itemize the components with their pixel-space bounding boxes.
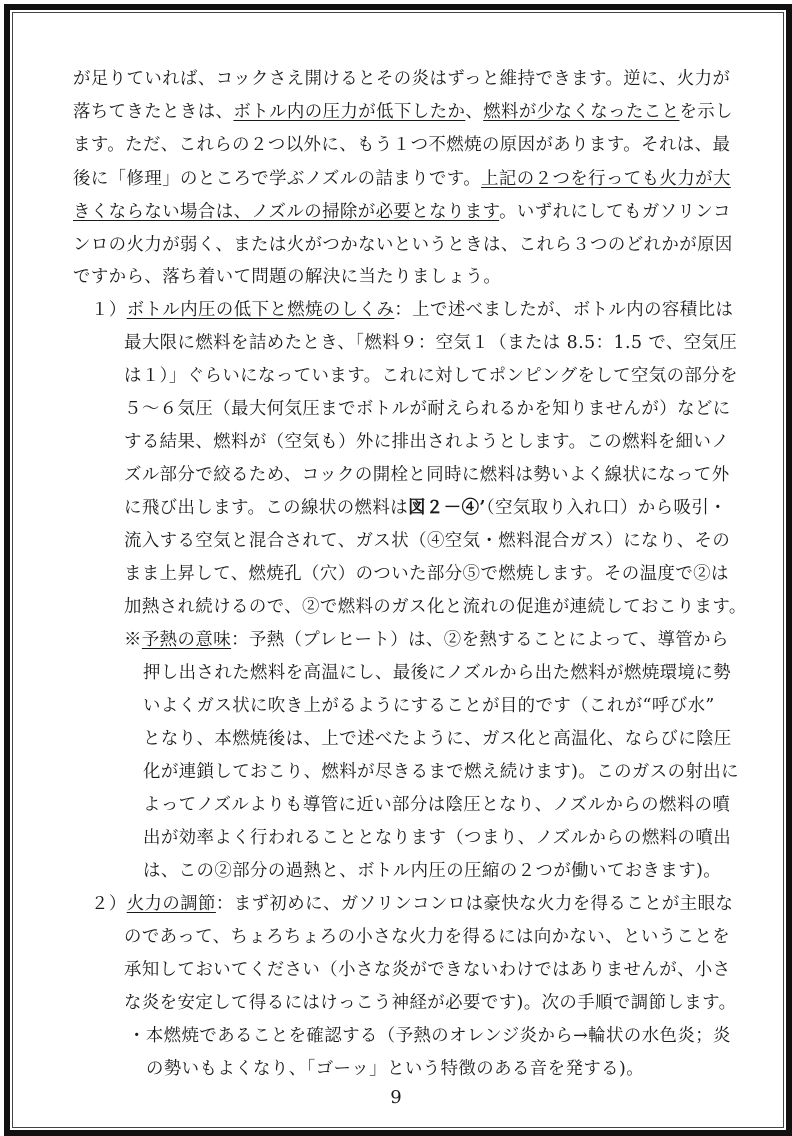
text-segment: 流入する空気と混合されて、ガス状（④空気・燃料混合ガス）になり、その (124, 531, 731, 551)
text-segment: ２） (91, 894, 127, 914)
text-segment: は１）」ぐらいになっています。これに対してポンピングをして空気の部分を (124, 366, 738, 386)
text-line-l23 (143, 795, 730, 815)
text-line-l01 (73, 69, 730, 89)
text-segment: となり、本燃焼後は、上で述べたように、ガス化と高温化、ならびに陰圧 (143, 729, 732, 749)
text-segment: ですから、落ち着いて問題の解決に当たりましょう。 (73, 267, 502, 287)
text-segment: な炎を安定して得るにはけっこう神経が必要です)。次の手順で調節します。 (124, 993, 737, 1013)
text-segment: ：予熱（プレヒート）は、②を熱することによって、導管から (231, 630, 729, 650)
text-line-l02 (73, 102, 733, 122)
text-line-l26 (91, 894, 733, 914)
text-line-l14 (124, 498, 727, 518)
text-segment: する結果、燃料が（空気も）外に排出されようとします。この燃料を細いノ (124, 432, 730, 452)
text-segment: 最大限に燃料を詰めたとき、「燃料９：空気１（または 8.5：1.5 で、空気圧 (124, 333, 738, 353)
underlined-text: 上記の２つを行っても火力が大 (481, 169, 731, 189)
text-line-l20 (143, 696, 715, 716)
text-line-l10 (124, 366, 738, 386)
text-segment: 化が連鎖しておこり、燃料が尽きるまで燃え続けます)。このガスの射出に (143, 762, 739, 782)
text-line-l09 (124, 333, 737, 353)
underlined-text: 火力の調節 (126, 894, 216, 914)
text-segment: が足りていれば、コックさえ開けるとその炎はずっと維持できます。逆に、火力が (73, 69, 731, 89)
text-segment: ５～６気圧（最大何気圧までボトルが耐えられるかを知りませんが）などに (124, 399, 731, 419)
underlined-text: 予熱の意味 (141, 630, 232, 650)
underlined-text: ボトル内の圧力が低下したか (233, 102, 466, 122)
text-segment: 押し出された燃料を高温にし、最後にノズルから出た燃料が燃焼環境に勢 (143, 663, 732, 683)
text-line-l28 (124, 960, 731, 980)
text-segment: 承知しておいてください（小さな炎ができないわけではありませんが、小さ (124, 960, 731, 980)
text-line-l27 (124, 927, 730, 947)
underlined-text: ボトル内圧の低下と燃焼のしくみ (126, 300, 395, 320)
text-segment: を示し (679, 102, 733, 122)
text-line-l05 (73, 202, 731, 222)
text-line-l31 (146, 1059, 644, 1079)
text-line-l18 (124, 630, 729, 650)
text-segment: よってノズルよりも導管に近い部分は陰圧となり、ノズルからの燃料の噴 (143, 795, 731, 815)
text-line-l30 (128, 1026, 731, 1046)
text-line-l21 (143, 729, 732, 749)
text-line-l07 (73, 267, 501, 287)
text-segment: 出が効率よく行われることとなります（つまり、ノズルからの燃料の噴出 (143, 828, 732, 848)
text-line-l13 (124, 465, 730, 485)
text-line-l25 (143, 861, 721, 881)
text-segment: 後に「修理」のところで学ぶノズルの詰まりです。 (73, 169, 482, 189)
text-segment: ※ (124, 630, 142, 650)
text-segment: 加熱され続けるので、②で燃料のガス化と流れの促進が連続しておこります。 (124, 597, 747, 617)
text-segment: 、 (465, 102, 484, 122)
text-segment: に飛び出します。この線状の燃料は (124, 498, 409, 518)
text-line-l08 (91, 300, 733, 320)
text-segment: １） (91, 300, 127, 320)
page-number: 9 (390, 1087, 402, 1108)
text-segment: ：まず初めに、ガソリンコンロは豪快な火力を得ることが主眼な (215, 894, 734, 914)
text-segment: 。いずれにしてもガソリンコ (499, 202, 732, 222)
text-segment: ます。ただ、これらの２つ以外に、もう１つ不燃焼の原因があります。それは、最 (73, 135, 731, 155)
text-line-l11 (124, 399, 731, 419)
underlined-text: 燃料が少なくなったこと (483, 102, 680, 122)
text-line-l15 (124, 531, 730, 551)
bold-reference: 図２－④’ (408, 498, 486, 518)
text-segment: （空気取り入れ口）から吸引・ (485, 498, 728, 518)
underlined-text: きくならない場合は、ノズルの掃除が必要となります (73, 202, 500, 222)
text-line-l06 (73, 235, 733, 255)
text-segment: は、この②部分の過熱と、ボトル内圧の圧縮の２つが働いておきます)。 (143, 861, 722, 881)
text-line-l22 (143, 762, 739, 782)
text-segment: まま上昇して、燃焼孔（穴）のついた部分⑤で燃焼します。その温度で②は (124, 564, 729, 584)
text-segment: ・本燃焼であることを確認する（予熱のオレンジ炎から→輪状の水色炎；炎 (128, 1026, 731, 1046)
text-segment: ：上で述べましたが、ボトル内の容積比は (394, 300, 734, 320)
text-line-l29 (124, 993, 736, 1013)
text-segment: ンロの火力が弱く、または火がつかないというときは、これら３つのどれかが原因 (73, 235, 733, 255)
text-segment: の勢いもよくなり、「ゴーッ」という特徴のある音を発する)。 (146, 1059, 645, 1079)
text-line-l19 (143, 663, 731, 683)
text-segment: のであって、ちょろちょろの小さな火力を得るには向かない、ということを (124, 927, 731, 947)
text-line-l12 (124, 432, 729, 452)
text-line-l04 (73, 169, 731, 189)
text-line-l24 (143, 828, 731, 848)
text-line-l17 (124, 597, 747, 617)
text-line-l16 (124, 564, 729, 584)
text-segment: 落ちてきたときは、 (73, 102, 234, 122)
text-line-l03 (73, 135, 730, 155)
text-segment: いよくガス状に吹き上がるようにすることが目的です（これが“呼び水” (143, 696, 715, 716)
text-segment: ズル部分で絞るため、コックの開栓と同時に燃料は勢いよく線状になって外 (124, 465, 730, 485)
